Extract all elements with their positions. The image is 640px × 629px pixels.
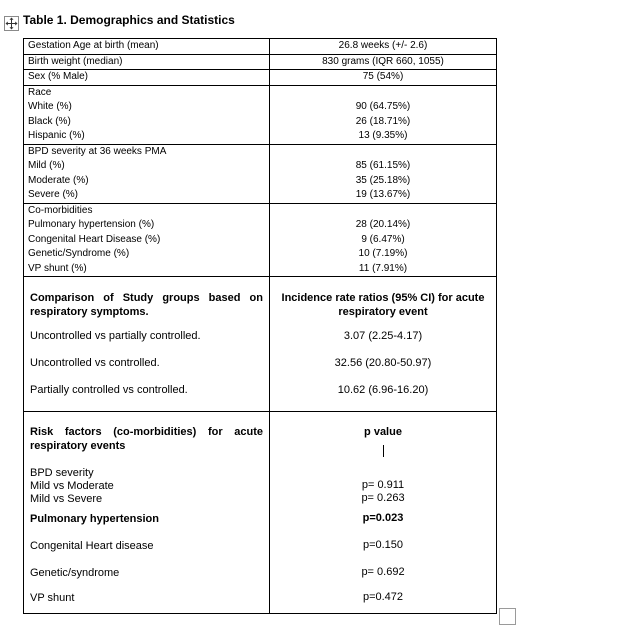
table-row xyxy=(24,39,497,55)
risk-pvalue: p= 0.263 xyxy=(361,492,405,504)
row-label: Pulmonary hypertension (%) xyxy=(28,219,155,230)
row-value: 28 (20.14%) xyxy=(355,219,411,230)
risk-pvalue: p=0.023 xyxy=(362,512,404,524)
risk-pvalue: p=0.150 xyxy=(362,539,404,551)
group-header: Race xyxy=(28,86,52,98)
table-title: Table 1. Demographics and Statistics xyxy=(23,13,235,27)
row-label: White (%) xyxy=(28,101,72,112)
text-cursor xyxy=(383,445,384,457)
row-value: 85 (61.15%) xyxy=(355,160,411,171)
table-move-handle[interactable] xyxy=(4,16,19,31)
row-value: 75 (54%) xyxy=(362,71,404,82)
row-label: Genetic/Syndrome (%) xyxy=(28,248,130,259)
risk-pvalue: p=0.472 xyxy=(362,591,404,603)
irr-value: 32.56 (20.80-50.97) xyxy=(334,357,432,369)
row-label: Birth weight (median) xyxy=(28,55,123,67)
row-label: VP shunt (%) xyxy=(28,262,87,274)
table-row xyxy=(24,70,497,86)
risk-label: Congenital Heart disease xyxy=(30,540,154,552)
group-header: BPD severity at 36 weeks PMA xyxy=(28,145,167,157)
row-value: 13 (9.35%) xyxy=(358,130,408,141)
row-label: Congenital Heart Disease (%) xyxy=(28,233,161,245)
row-label: Gestation Age at birth (mean) xyxy=(28,40,159,51)
comparison-label: Partially controlled vs controlled. xyxy=(30,384,188,396)
row-value: 19 (13.67%) xyxy=(355,189,411,200)
table-row xyxy=(24,54,497,70)
risk-pvalue: p= 0.692 xyxy=(361,566,405,578)
risk-label: Mild vs Severe xyxy=(30,493,103,505)
comparison-header: Comparison of Study groups based on respiratory symptoms. xyxy=(30,292,263,318)
pvalue-header: p value xyxy=(364,426,402,438)
row-value: 26.8 weeks (+/- 2.6) xyxy=(338,40,428,51)
irr-header: Incidence rate ratios (95% CI) for acute respiratory event xyxy=(281,292,485,318)
risk-label: Pulmonary hypertension xyxy=(30,513,159,525)
row-label: Severe (%) xyxy=(28,189,79,200)
row-label: Mild (%) xyxy=(28,160,65,171)
bpd-severity-label: BPD severity xyxy=(30,467,94,479)
row-value: 26 (18.71%) xyxy=(355,115,411,127)
row-value: 9 (6.47%) xyxy=(361,233,405,245)
irr-value: 10.62 (6.96-16.20) xyxy=(337,384,429,396)
comparison-label: Uncontrolled vs controlled. xyxy=(30,357,160,369)
row-label: Hispanic (%) xyxy=(28,130,85,141)
risk-header: Risk factors (co-morbidities) for acute respiratory events xyxy=(30,426,263,452)
risk-pvalue: p= 0.911 xyxy=(361,479,405,491)
row-value: 10 (7.19%) xyxy=(358,248,408,259)
row-value: 90 (64.75%) xyxy=(355,101,411,112)
demographics-table xyxy=(23,38,497,614)
row-label: Black (%) xyxy=(28,115,71,127)
row-value: 35 (25.18%) xyxy=(355,174,411,186)
comparison-label: Uncontrolled vs partially controlled. xyxy=(30,330,201,342)
comparison-section xyxy=(24,277,497,412)
irr-value: 3.07 (2.25-4.17) xyxy=(343,330,423,342)
bpd-group xyxy=(24,144,497,203)
group-header: Co-morbidities xyxy=(28,204,93,216)
row-label: Sex (% Male) xyxy=(28,71,89,82)
row-value: 830 grams (IQR 660, 1055) xyxy=(322,55,444,67)
race-group xyxy=(24,85,497,144)
risk-section xyxy=(24,412,497,614)
row-label: Moderate (%) xyxy=(28,174,89,186)
risk-label: VP shunt xyxy=(30,592,75,604)
risk-label: Genetic/syndrome xyxy=(30,567,120,579)
row-value: 11 (7.91%) xyxy=(358,262,408,274)
move-arrows-icon xyxy=(5,17,18,30)
risk-label: Mild vs Moderate xyxy=(30,480,114,492)
comorbidities-group xyxy=(24,203,497,277)
table-resize-handle[interactable] xyxy=(499,608,516,625)
